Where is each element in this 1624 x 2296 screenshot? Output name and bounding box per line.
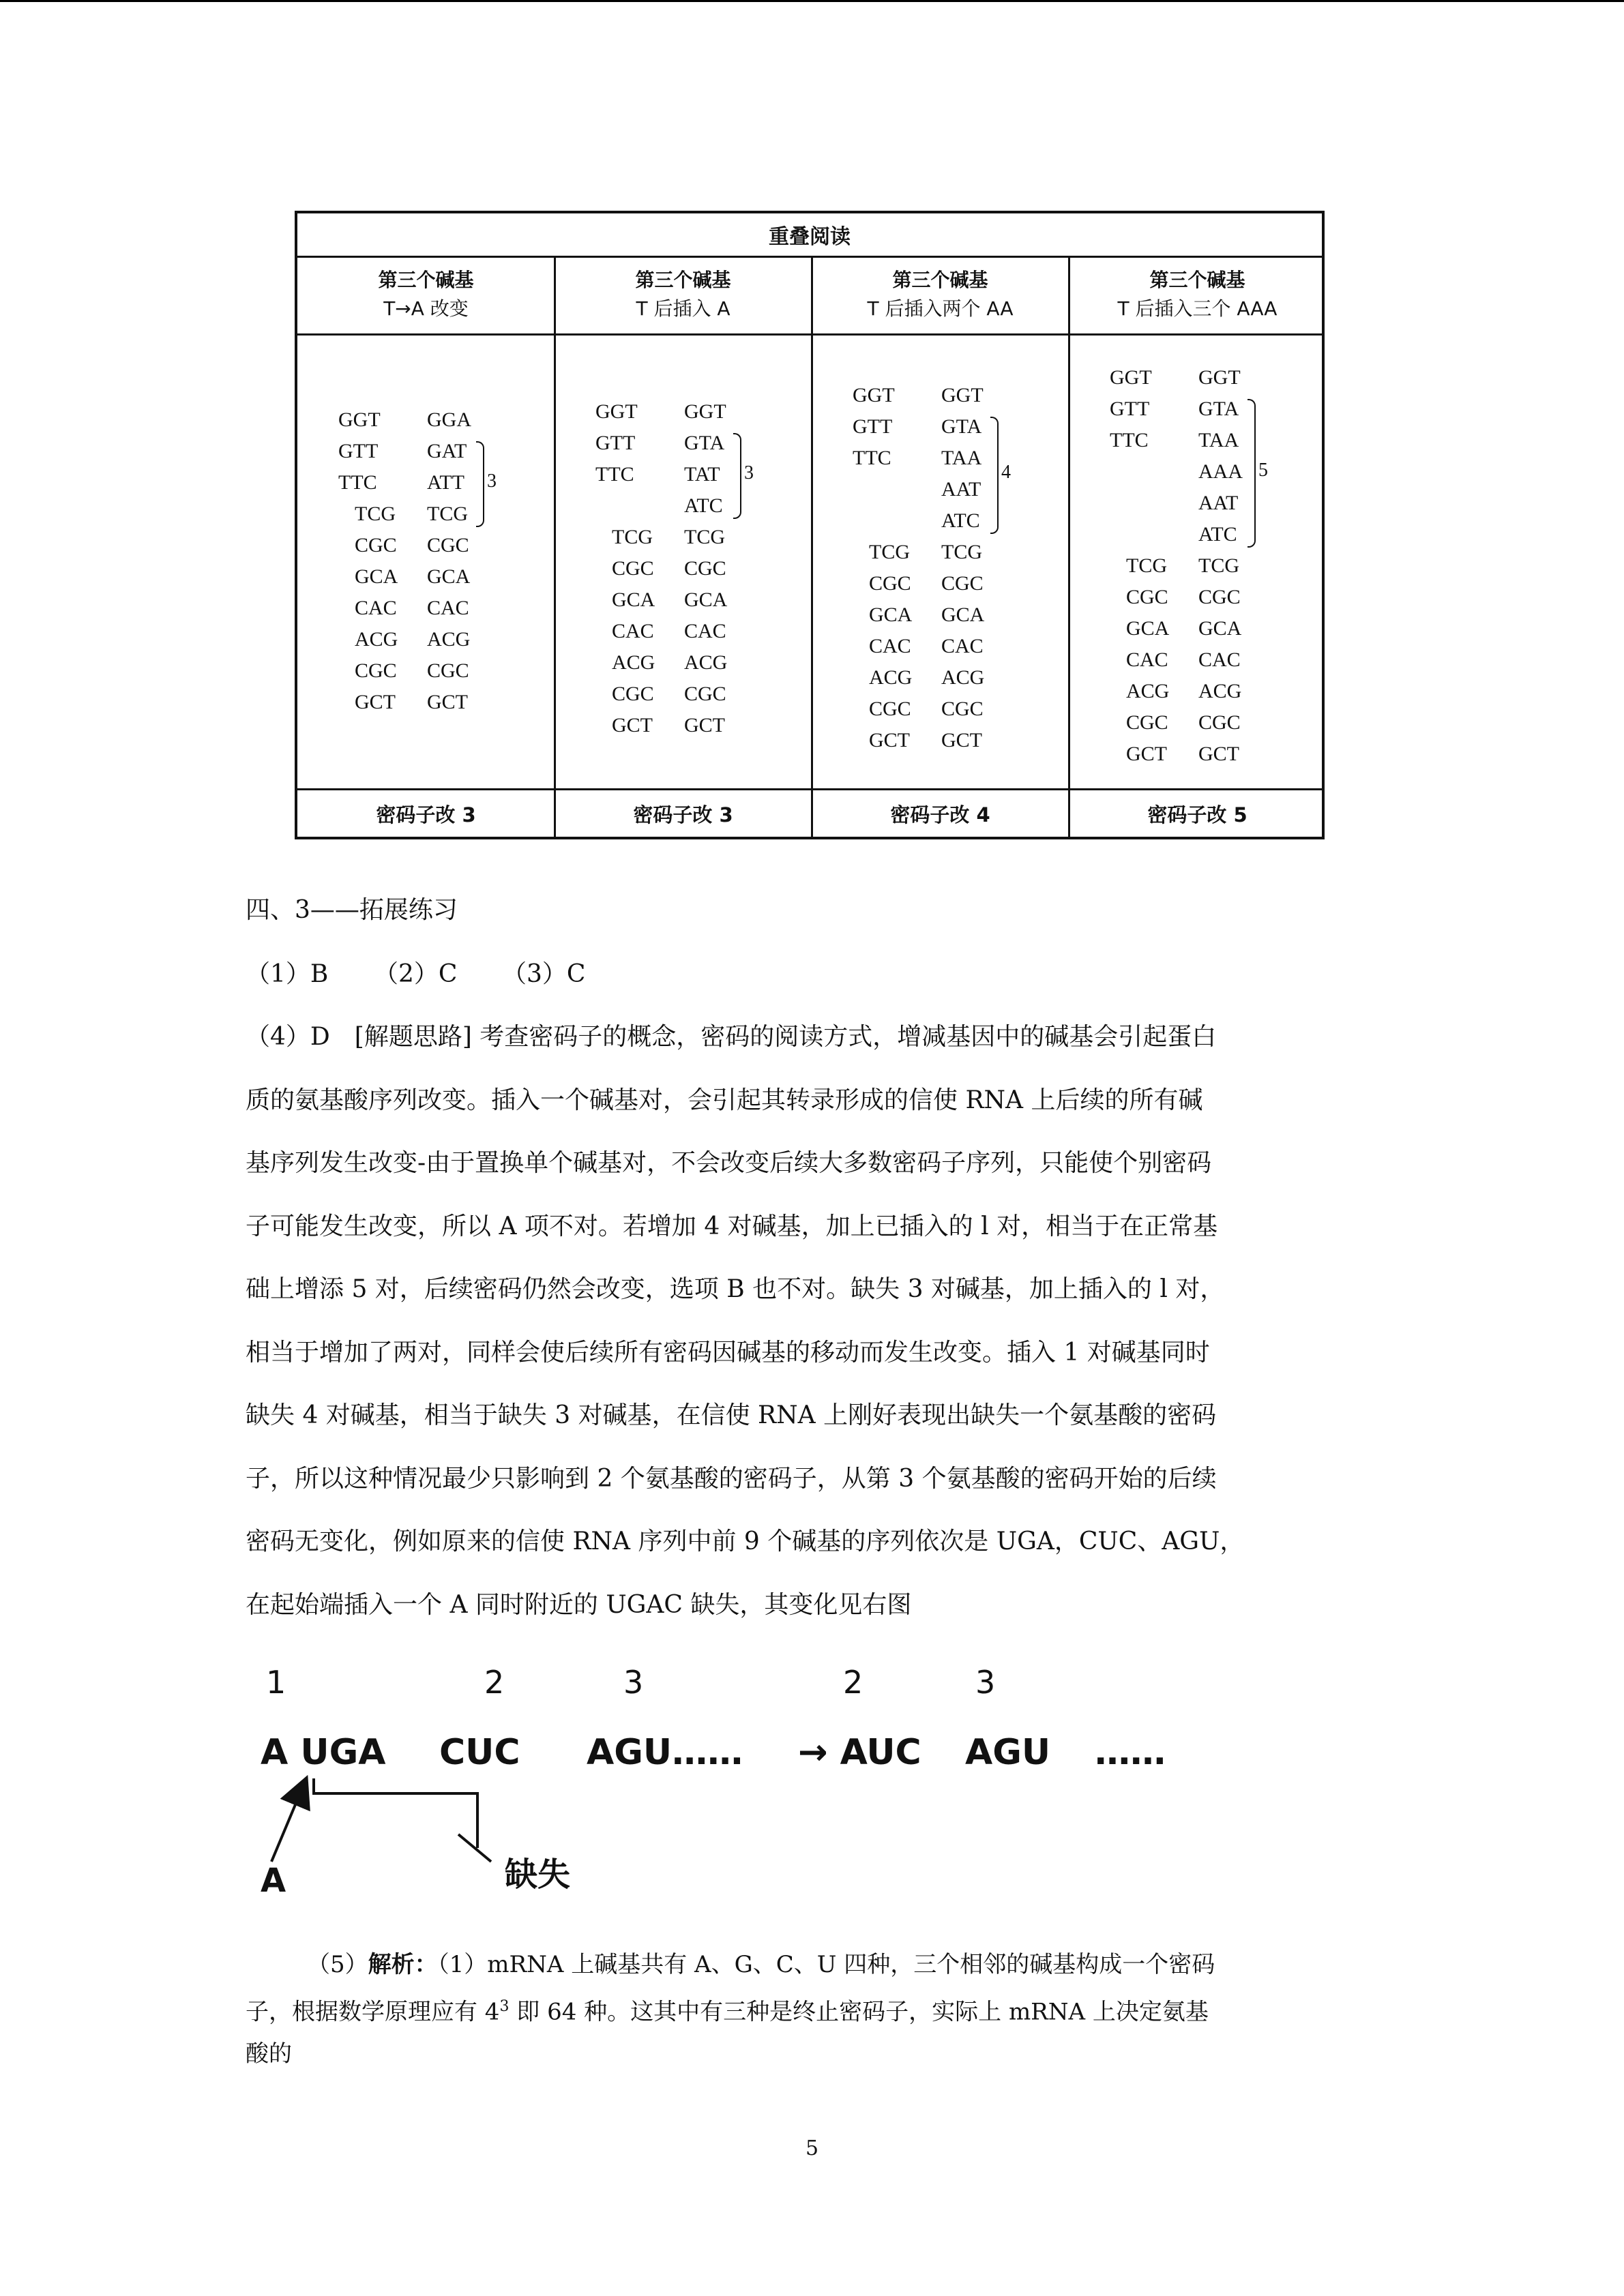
codon-mutated: CAC [941, 635, 984, 657]
overlap-reading-table [295, 211, 1325, 839]
codon-mutated: GTA [941, 415, 982, 438]
column-header [812, 256, 1069, 333]
codon-mutated: ATT [427, 471, 464, 494]
header-line-1: 第三个碱基 [378, 269, 474, 291]
codon-mutated: GCT [941, 729, 982, 751]
codon-original: GCA [612, 588, 655, 611]
codon-mutated: CAC [684, 620, 726, 642]
changed-codons-brace [733, 433, 741, 519]
codon-mutated: AAA [1198, 460, 1243, 483]
codon-mutated: CGC [684, 557, 726, 580]
codon-original: CAC [355, 597, 397, 619]
codon-original: TCG [869, 541, 910, 563]
header-line-2: T 后插入三个 AAA [1117, 297, 1278, 320]
exponent: 3 [499, 1998, 510, 2015]
ellipsis: …… [1095, 1732, 1166, 1773]
column-header [297, 256, 555, 333]
answer-3: （3）C [502, 960, 586, 988]
codon-mutated: ACG [427, 628, 471, 651]
paragraph-line: 缺失 4 对碱基，相当于缺失 3 对碱基，在信使 RNA 上刚好表现出缺失一个氨基酸的密码 [246, 1401, 1217, 1429]
codon-mutated: GGA [427, 408, 471, 431]
paragraph-line: 质的氨基酸序列改变。插入一个碱基对，会引起其转录形成的信使 RNA 上后续的所有碱 [246, 1086, 1203, 1114]
codon-mutated: CGC [1198, 711, 1241, 734]
codon-mutated: GCT [427, 691, 468, 713]
codon-mutated: GCA [684, 588, 728, 611]
codon-mutated: GTA [1198, 398, 1239, 420]
column-footer: 密码子改 5 [1147, 803, 1247, 826]
codon-original: GCT [1126, 743, 1167, 765]
position-number: 3 [623, 1664, 644, 1701]
sequence-original-1: A UGA [261, 1732, 386, 1773]
paragraph-line: 础上增添 5 对，后续密码仍然会改变，选项 B 也不对。缺失 3 对碱基，加上插入的 l 对， [246, 1275, 1225, 1303]
header-line-2: T 后插入两个 AA [867, 297, 1014, 320]
sequence-mutated-2: AGU [965, 1732, 1051, 1773]
table-footer-row [297, 788, 1322, 837]
paragraph-line: 在起始端插入一个 A 同时附近的 UGAC 缺失，其变化见右图 [246, 1590, 912, 1619]
changed-codon-count: 5 [1258, 460, 1268, 481]
text-run: 子，根据数学原理应有 4 [246, 1998, 500, 2026]
codon-original: CGC [1126, 711, 1168, 734]
codon-original: TCG [355, 503, 396, 525]
answer-5-explanation [246, 1943, 1378, 2075]
position-number: 2 [843, 1664, 863, 1701]
codon-mutated: ATC [941, 509, 980, 532]
codon-mutated: TCG [1198, 554, 1239, 577]
codon-original: ACG [612, 651, 655, 674]
table-header-row [297, 256, 1322, 336]
changed-codons-brace [476, 441, 484, 527]
codon-original: GGT [1110, 366, 1152, 389]
codon-original: GCT [612, 714, 653, 736]
codon-original: CAC [869, 635, 911, 657]
column-footer: 密码子改 4 [890, 803, 990, 826]
codon-original: GTT [338, 440, 379, 462]
header-line-1: 第三个碱基 [892, 269, 988, 291]
item-number: （5） [307, 1951, 368, 1978]
codon-original: TTC [595, 463, 634, 486]
position-number: 1 [266, 1664, 286, 1701]
codon-mutated: ACG [1198, 680, 1242, 702]
column-divider [554, 256, 556, 837]
sequence-mutated-1: → AUC [798, 1732, 921, 1773]
codon-original: ACG [1126, 680, 1170, 702]
codon-mutated: ATC [1198, 523, 1237, 546]
codon-original: ACG [869, 666, 913, 689]
codon-original: GTT [1110, 398, 1150, 420]
header-line-1: 第三个碱基 [1149, 269, 1245, 291]
analysis-label: 解析： [368, 1951, 438, 1978]
codon-original: CGC [1126, 586, 1168, 608]
codon-original: CGC [869, 572, 911, 595]
codon-original: GCA [355, 565, 398, 588]
codon-mutated: GGT [684, 400, 726, 423]
paragraph-line: 基序列发生改变-由于置换单个碱基对，不会改变后续大多数密码子序列，只能使个别密码 [246, 1149, 1212, 1177]
codon-original: TCG [612, 526, 653, 548]
column-footer: 密码子改 3 [633, 803, 733, 826]
codon-mutated: TCG [427, 503, 468, 525]
codon-mutated: GAT [427, 440, 467, 462]
text-run: （1）mRNA 上碱基共有 A、G、C、U 四种，三个相邻的碱基构成一个密码 [437, 1951, 1215, 1978]
codon-mutated: ACG [941, 666, 985, 689]
codon-original: GCA [869, 603, 913, 626]
paragraph-line: 子可能发生改变，所以 A 项不对。若增加 4 对碱基，加上已插入的 l 对，相当于在正常基 [246, 1212, 1218, 1240]
codon-original: CGC [612, 557, 654, 580]
codon-original: TTC [1110, 429, 1149, 451]
header-line-2: T→A 改变 [383, 297, 469, 320]
codon-mutated: CGC [941, 572, 984, 595]
codon-original: GCT [869, 729, 910, 751]
codon-mutated: GCA [1198, 617, 1242, 640]
header-line-2: T 后插入 A [636, 297, 730, 320]
codon-original: TCG [1126, 554, 1167, 577]
paragraph-line: 密码无变化，例如原来的信使 RNA 序列中前 9 个碱基的序列依次是 UGA，CUC、AGU， [246, 1527, 1245, 1555]
codon-mutated: TAT [684, 463, 720, 486]
codon-mutated: TCG [941, 541, 982, 563]
codon-original: CAC [1126, 648, 1168, 671]
column-divider [1068, 256, 1070, 837]
page-number: 5 [805, 2136, 819, 2160]
paragraph-line: 相当于增加了两对，同样会使后续所有密码因碱基的移动而发生改变。插入 1 对碱基同时 [246, 1338, 1210, 1367]
delete-label: 缺失 [505, 1855, 571, 1894]
paragraph-line: 酸的 [246, 2040, 292, 2068]
codon-original: CGC [355, 659, 397, 682]
paragraph-line: （4）D [解题思路] 考查密码子的概念，密码的阅读方式，增减基因中的碱基会引起蛋白 [246, 1023, 1217, 1051]
column-footer: 密码子改 3 [376, 803, 476, 826]
codon-mutated: CGC [684, 683, 726, 705]
position-number: 2 [484, 1664, 505, 1701]
codon-original: ACG [355, 628, 398, 651]
codon-mutated: CGC [941, 698, 984, 720]
changed-codon-count: 4 [1001, 462, 1011, 483]
codon-mutated: GGT [1198, 366, 1241, 389]
codon-original: CAC [612, 620, 654, 642]
codon-mutated: TCG [684, 526, 725, 548]
column-header [555, 256, 812, 333]
column-header [1069, 256, 1326, 333]
changed-codon-count: 3 [487, 471, 497, 492]
codon-mutated: AAT [1198, 492, 1239, 514]
column-divider [811, 256, 813, 837]
sequence-original-3: AGU…… [587, 1732, 743, 1773]
codon-original: GGT [595, 400, 638, 423]
codon-mutated: CAC [427, 597, 469, 619]
diagram-arrows [246, 1664, 1200, 1916]
changed-codons-brace [990, 417, 999, 534]
codon-mutated: GCA [941, 603, 985, 626]
top-border [0, 0, 1624, 2]
codon-mutated: CGC [427, 659, 469, 682]
codon-original: GGT [853, 384, 895, 406]
answer-1: （1）B [246, 960, 329, 988]
codon-mutated: GTA [684, 432, 725, 454]
codon-original: GTT [853, 415, 893, 438]
mutation-diagram [246, 1664, 1200, 1916]
codon-original: CGC [355, 534, 397, 556]
paragraph-line [246, 1986, 1378, 2033]
codon-mutated: CGC [1198, 586, 1241, 608]
codon-mutated: CAC [1198, 648, 1241, 671]
paragraph-line [246, 1943, 1378, 1986]
codon-original: GCA [1126, 617, 1170, 640]
codon-original: GGT [338, 408, 381, 431]
text-run: 即 64 种。这其中有三种是终止密码子，实际上 mRNA 上决定氨基 [509, 1998, 1209, 2026]
codon-mutated: ACG [684, 651, 728, 674]
header-line-1: 第三个碱基 [635, 269, 731, 291]
changed-codon-count: 3 [744, 462, 754, 483]
codon-mutated: TAA [941, 447, 982, 469]
codon-original: TTC [338, 471, 377, 494]
codon-mutated: AAT [941, 478, 981, 501]
position-number: 3 [975, 1664, 996, 1701]
changed-codons-brace [1247, 399, 1256, 548]
answer-2: （2）C [374, 960, 458, 988]
codon-mutated: GCA [427, 565, 471, 588]
section-heading: 四、3——拓展练习 [246, 896, 458, 924]
codon-mutated: CGC [427, 534, 469, 556]
codon-mutated: ATC [684, 494, 723, 517]
codon-original: CGC [612, 683, 654, 705]
codon-original: CGC [869, 698, 911, 720]
codon-original: GTT [595, 432, 636, 454]
table-title: 重叠阅读 [297, 213, 1322, 258]
paragraph-line: 子，所以这种情况最少只影响到 2 个氨基酸的密码子，从第 3 个氨基酸的密码开始的后续 [246, 1464, 1217, 1493]
codon-mutated: TAA [1198, 429, 1239, 451]
insert-label: A [261, 1862, 286, 1900]
sequence-original-2: CUC [439, 1732, 520, 1773]
codon-mutated: GGT [941, 384, 984, 406]
codon-original: GCT [355, 691, 396, 713]
codon-mutated: GCT [1198, 743, 1239, 765]
codon-original: TTC [853, 447, 891, 469]
codon-mutated: GCT [684, 714, 725, 736]
